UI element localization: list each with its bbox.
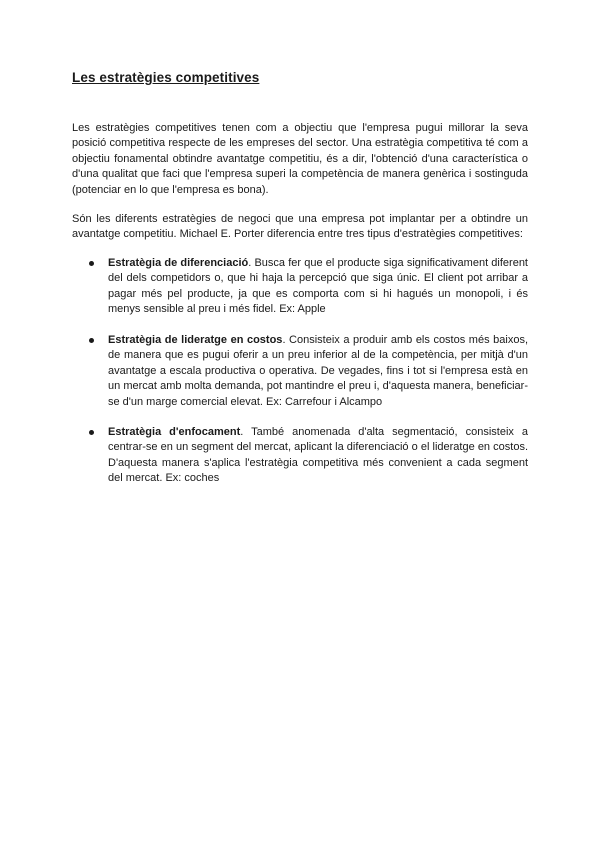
strategies-paragraph: Són les diferents estratègies de negoci que una empresa pot implantar per a obtindre un avantatge competitiu. Michael E. Porter diferencia entre tres tipus d'estratègies competitives: <box>72 213 528 241</box>
list-item-cost-leadership <box>72 333 528 410</box>
bullet-dot-icon <box>89 338 94 343</box>
list-item-description: . Consisteix a produir amb els costos més baixos, de manera que es pugui oferir a un preu inferior al de la competència, per mitjà d'un avantatge a escala productiva o operativa. De vegades, fins i tot si l'empresa està en un mercat amb molta demanda, pot mantindre el preu i, d'aquesta manera, beneficiar-se d'un marge comercial elevat. Ex: Carrefour i Alcampo <box>108 334 529 408</box>
list-item-text <box>108 333 528 410</box>
page-title: Les estratègies competitives <box>72 70 260 85</box>
intro-paragraph: Les estratègies competitives tenen com a objectiu que l'empresa pugui millorar la seva posició competitiva respecte de les empreses del sector. Una estratègia competitiva té com a objectiu fonamental obtindre avantatge competitiu, és a dir, l'obtenció d'una característica o d'una qualitat que faci que l'empresa superi la competència de manera genèrica i sostinguda (potenciar en lo que l'empresa es bona). <box>72 122 528 196</box>
list-item-term: Estratègia de lideratge en costos <box>108 334 283 346</box>
bullet-dot-icon <box>89 261 94 266</box>
list-item-description: . També anomenada d'alta segmentació, consisteix a centrar-se en un segment del mercat, aplicant la diferenciació o el lideratge en costos. D'aquesta manera s'aplica l'estratègia competitiva més convenient a cada segment del mercat. Ex: coches <box>108 426 528 485</box>
list-item-text <box>108 425 528 487</box>
list-item-differentiation <box>72 256 528 318</box>
list-item-term: Estratègia d'enfocament <box>108 426 241 438</box>
list-item-text <box>108 256 528 318</box>
list-item-focus <box>72 425 528 487</box>
list-item-term: Estratègia de diferenciació <box>108 257 249 269</box>
bullet-dot-icon <box>89 430 94 435</box>
list-item-description: . Busca fer que el producte siga significativament diferent del dels competidors o, que hi haja la percepció que siga únic. El client pot arribar a pagar més pel producte, ja que es comporta com si hi hagués un monopoli, i és menys sensible al preu i més fidel. Ex: Apple <box>108 257 528 316</box>
